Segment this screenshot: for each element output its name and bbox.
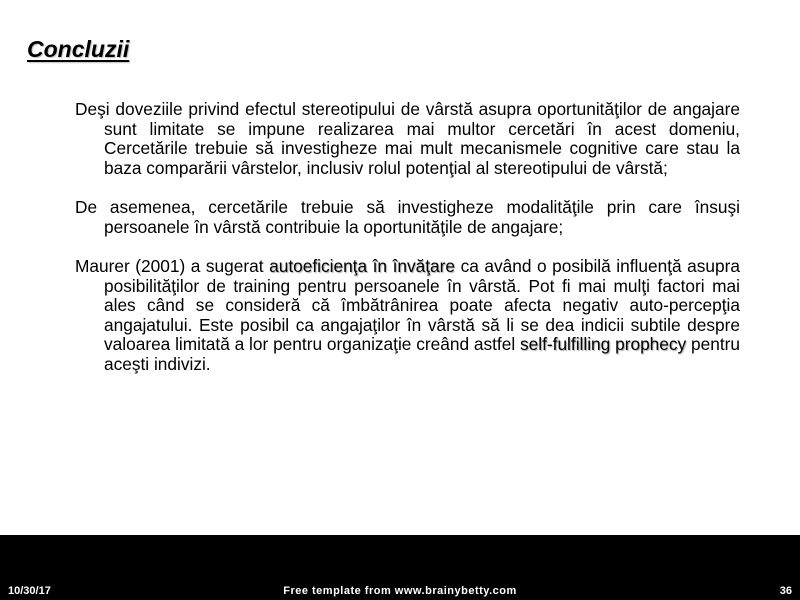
paragraph-2: De asemenea, cercetările trebuie să investigheze modalităţile prin care însuşi persoanele în vârstă contribuie la oportunităţile de angajare; — [75, 197, 740, 237]
highlight-self-fulfilling-prophecy: self-fulfilling prophecy — [520, 334, 687, 354]
slide-title: Concluzii — [27, 36, 130, 62]
paragraph-3-text-c: ca având o posibilă influenţă asupra posibilităţilor de training pentru persoanele în vârstă. Pot fi mai mulţi factori mai ales când se consideră că îmbătrânirea poate afecta negativ auto-percepţia angajatului. Este posibil ca angajaţilor în vârstă să li se dea indicii subtile despre valoarea limitată a lor pentru organizaţie creând astfel — [104, 256, 740, 354]
footer-page-number: 36 — [779, 585, 792, 597]
highlight-self-efficacy: autoeficienţa în învăţare — [269, 256, 456, 276]
footer-template-credit: Free template from www.brainybetty.com — [283, 585, 517, 597]
footer-bar — [0, 535, 800, 600]
paragraph-3-text-e: pentru aceşti indivizi. — [104, 334, 740, 374]
slide-content — [75, 100, 740, 374]
paragraph-1: Deşi doveziile privind efectul stereotipului de vârstă asupra oportunităţilor de angajare sunt limitate se impune realizarea mai multor cercetări în acest domeniu, Cercetările trebuie să investigheze mai mult mecanismele cognitive care stau la baza comparării vârstelor, inclusiv rolul potenţial al stereotipului de vârstă; — [75, 99, 740, 178]
footer-date: 10/30/17 — [8, 585, 51, 597]
paragraph-3-text-a: Maurer (2001) a sugerat — [75, 256, 270, 276]
paragraph-3 — [75, 257, 740, 374]
